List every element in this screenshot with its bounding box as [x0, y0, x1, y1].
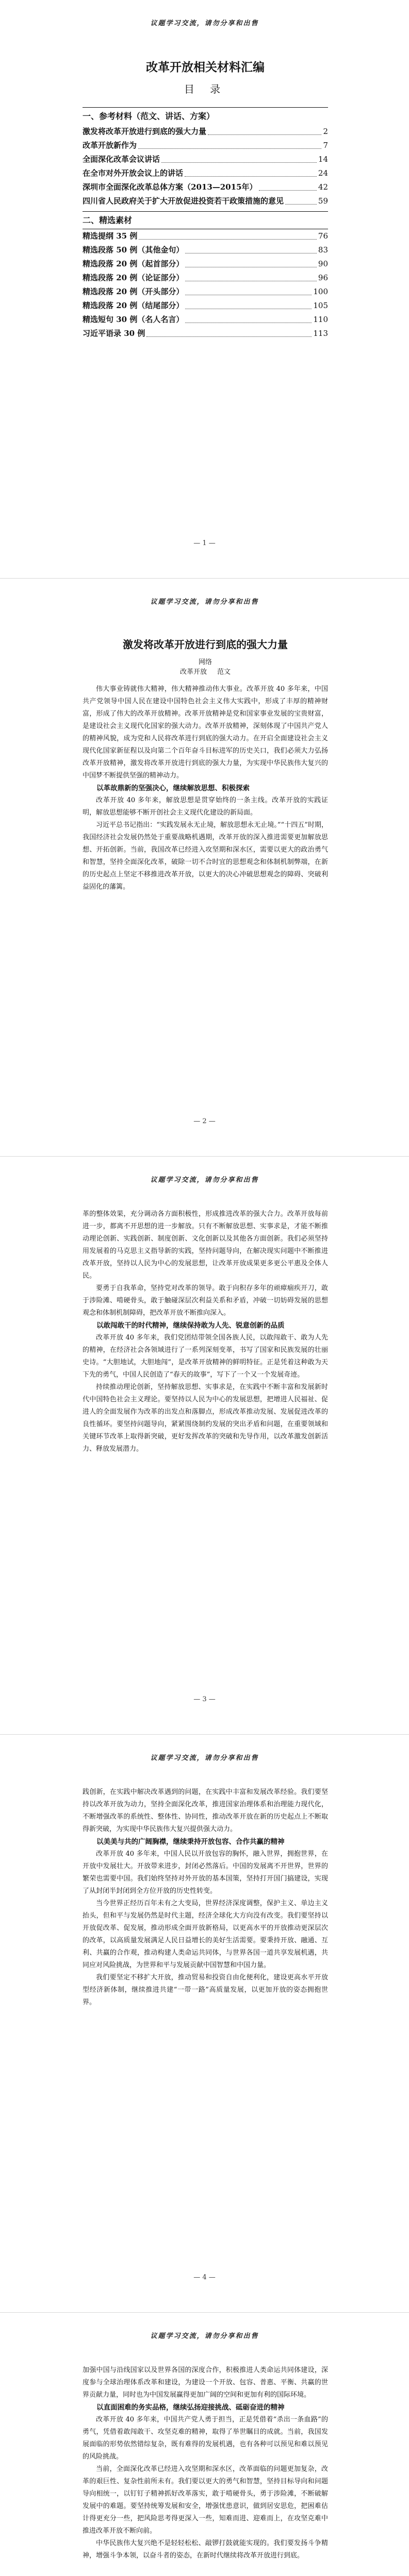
paragraph: 当今世界正经历百年未有之大变局，世界经济深度调整，保护主义、单边主义抬头，但和平与发展仍然是时代主题，经济全球化大方向没有改变。我们要坚持以开放促改革、促发展，推动形成全面开放新格局，以更高水平的开放推动更深层次的改革，以高质量发展满足人民日益增长的美好生活需要。要秉持开放、融通、互利、共赢的合作观，推动构建人类命运共同体，与世界各国一道共享发展机遇，共同应对风险挑战，为世界和平与发展贡献中国智慧和中国力量。	[83, 1900, 328, 1969]
toc-subtitle: 目 录	[184, 83, 227, 95]
toc-entry[interactable]	[83, 313, 328, 327]
toc-entry[interactable]	[83, 194, 328, 208]
toc-entry-label: 精选段落 20 例（结尾部分）	[83, 301, 184, 310]
page-number: — 3 —	[193, 1696, 216, 1703]
section-subheading: 以直面困难的务实品格，继续弘扬迎接挑战、砥砺奋进的精神	[96, 2403, 285, 2412]
toc-entry-label: 激发将改革开放进行到底的强大力量	[83, 127, 207, 136]
toc-entry[interactable]	[83, 299, 328, 313]
toc	[83, 58, 328, 341]
byline-type: 范文	[217, 668, 231, 676]
page-number: — 4 —	[193, 2274, 216, 2281]
section-subheading: 以革故鼎新的坚强决心，继续解放思想、积极探索	[96, 784, 250, 792]
paragraph: 改革开放 40 多年来，解放思想是贯穿始终的一条主线。改革开放的实践证明，解放思想能够不断开创社会主义现代化建设的新局面。	[83, 796, 328, 817]
toc-leader	[161, 162, 317, 163]
running-header: 议题学习交流，请勿分享和出售	[150, 1176, 259, 1184]
paragraph: 改革开放 40 多年来，中国人民以开放包容的胸怀，融入世界，拥抱世界，在开放中发展壮大。开放带来进步，封闭必然落后。中国的发展离不开世界，世界的繁荣也需要中国。我们始终坚持对外开放的基本国策，坚持打开国门搞建设，实现了从封闭半封闭到全方位开放的历史性转变。	[83, 1850, 328, 1895]
toc-entry[interactable]	[83, 243, 328, 257]
paragraph: 中华民族伟大复兴绝不是轻轻松松、敲锣打鼓就能实现的。我们要发扬斗争精神，增强斗争本领，以奋斗者的姿态，在新时代继续将改革开放进行到底。	[83, 2539, 328, 2560]
article-body	[83, 1786, 328, 2009]
toc-entry[interactable]	[83, 166, 328, 180]
paragraph: 加强中国与沿线国家以及世界各国的深度合作，积极推进人类命运共同体建设，深度参与全球治理体系改革和建设，为建设一个开放、包容、普惠、平衡、共赢的世界贡献力量，同时也为中国发展赢得更加广阔的空间和更加有利的国际环境。	[83, 2366, 328, 2399]
toc-entry[interactable]	[83, 152, 328, 166]
toc-entry[interactable]	[83, 285, 328, 299]
byline-category: 改革开放	[179, 668, 207, 676]
page-3	[0, 1156, 409, 1734]
article-body	[83, 2364, 328, 2562]
toc-entry-label: 精选段落 20 例（论证部分）	[83, 273, 184, 282]
article-source: 网络	[198, 658, 212, 666]
toc-entry[interactable]	[83, 180, 328, 194]
toc-leader	[146, 336, 312, 337]
article-title: 激发将改革开放进行到底的强大力量	[123, 638, 288, 651]
running-header: 议题学习交流，请勿分享和出售	[150, 598, 259, 606]
toc-entry-page: 59	[318, 196, 328, 206]
toc-leader	[138, 148, 321, 149]
toc-section-list	[83, 125, 328, 208]
page-5	[0, 2312, 409, 2576]
running-header: 议题学习交流，请勿分享和出售	[150, 20, 259, 27]
toc-entry-label: 改革开放新作为	[83, 141, 137, 150]
toc-entry-label: 四川省人民政府关于扩大开放促进投资若干政策措施的意见	[83, 196, 284, 206]
article-body	[83, 1208, 328, 1455]
toc-entry-page: 76	[318, 231, 328, 241]
toc-section-head: 一、参考材料（范文、讲话、方案）	[83, 111, 215, 121]
toc-section-list	[83, 229, 328, 341]
toc-entry-label: 全面深化改革会议讲话	[83, 155, 160, 164]
running-header: 议题学习交流，请勿分享和出售	[150, 1754, 259, 1762]
toc-entry-page: 113	[313, 329, 328, 338]
toc-entry-label: 精选提纲 35 例	[83, 231, 138, 241]
toc-entry-label: 在全市对外开放会议上的讲话	[83, 168, 184, 178]
page-2	[0, 578, 409, 1156]
toc-entry[interactable]	[83, 139, 328, 152]
toc-title: 改革开放相关材料汇编	[146, 60, 265, 74]
toc-leader	[208, 134, 321, 135]
toc-entry-page: 110	[313, 315, 328, 324]
paragraph: 当前，全面深化改革已经进入攻坚期和深水区，改革面临的问题更加复杂，改革的艰巨性、复杂性前所未有。我们要以更大的勇气和智慧，坚持目标导向和问题导向相统一，以钉钉子精神抓好改革落实，敢于啃硬骨头，勇于涉险滩，不断破解发展中的难题。要坚持统筹发展和安全，增强忧患意识，做到居安思危，把困难估计得更充分一些，把风险思考得更深入一些，知难而进、迎难而上，在攻坚克难中推进改革开放不断向前。	[83, 2465, 328, 2535]
toc-entry[interactable]	[83, 327, 328, 341]
paragraph: 革的整体效果，充分调动各方面积极性，形成推进改革的强大合力。改革开放每前进一步，都离不开思想的进一步解放。只有不断解放思想、实事求是，才能不断推动理论创新、实践创新、制度创新、文化创新以及其他各方面创新。我们必须坚持用发展着的马克思主义指导新的实践，坚持问题导向，在解决现实问题中不断推进改革开放，坚持以人民为中心的发展思想，让改革开放成果更多更公平惠及全体人民。	[83, 1210, 328, 1280]
toc-entry-label: 精选段落 20 例（开头部分）	[83, 287, 184, 296]
paragraph: 要勇于自我革命，坚持党对改革的领导。敢于向积存多年的顽瘴痼疾开刀，敢于涉险滩、啃硬骨头，敢于触碰深层次利益关系和矛盾，冲破一切妨碍发展的思想观念和体制机制障碍，把改革开放不断推向深入。	[83, 1284, 328, 1317]
article-byline	[83, 666, 328, 676]
page-number: — 2 —	[193, 1117, 216, 1125]
paragraph: 伟大事业铸就伟大精神，伟大精神推动伟大事业。改革开放 40 多年来，中国共产党领导中国人民在建设中国特色社会主义伟大实践中，形成了丰厚的精神财富，形成了伟大的改革开放精神。改革开放精神是党和国家事业发展的宝贵财富，是建设社会主义现代化国家的强大动力。改革开放精神，深刻体现了中国共产党人的精神风貌，成为党和人民将改革进行到底的强大动力。在开启全面建设社会主义现代化国家新征程以及向第二个百年奋斗目标进军的历史关口，我们必须大力弘扬改革开放精神，激发将改革开放进行到底的强大力量，为实现中华民族伟大复兴的中国梦不断提供坚强的精神动力。	[83, 685, 328, 779]
paragraph: 持续推动理论创新，坚持解放思想、实事求是，在实践中不断丰富和发展新时代中国特色社会主义理论。要坚持以人民为中心的发展思想，把增进人民福祉、促进人的全面发展作为改革的出发点和落脚点，形成改革推动发展、发展促进改革的良性循环。要坚持问题导向，紧紧围绕制约发展的突出矛盾和问题，在重要领域和关键环节改革上取得新突破，更好发挥改革的突破和先导作用，以改革激发创新活力、释放发展潜力。	[83, 1383, 328, 1453]
toc-entry-label: 深圳市全面深化改革总体方案（2013—2015年）	[83, 182, 257, 192]
toc-leader	[285, 204, 317, 205]
toc-entry[interactable]	[83, 125, 328, 139]
paragraph: 改革开放 40 多年来，我们党团结带领全国各族人民，以敢闯敢干、敢为人先的精神，在经济社会各领域进行了一系列深刻变革，书写了国家和民族发展的壮丽史诗。“大胆地试，大胆地闯”，是改革开放精神的鲜明特征。正是凭着这种敢为天下先的勇气，中国人民创造了“春天的故事”，写下了一个又一个发展奇迹。	[83, 1334, 328, 1379]
paragraph: 我们要坚定不移扩大开放，推动贸易和投资自由化便利化，建设更高水平开放型经济新体制，继续推进共建“一带一路”高质量发展，以更加开放的姿态拥抱世界。	[83, 1974, 328, 2006]
section-subheading: 以敢闯敢干的时代精神，继续保持敢为人先、锐意创新的品质	[96, 1321, 285, 1330]
section-subheading: 以美美与共的广阔胸襟，继续秉持开放包容、合作共赢的精神	[96, 1838, 285, 1846]
page-1	[0, 0, 409, 578]
toc-leader	[139, 239, 317, 240]
running-header: 议题学习交流，请勿分享和出售	[150, 2332, 259, 2340]
toc-entry-label: 精选段落 50 例（其他金句）	[83, 245, 184, 255]
toc-entry-page: 2	[323, 127, 328, 136]
page-4	[0, 1734, 409, 2312]
toc-section-head: 二、精选素材	[83, 215, 133, 225]
toc-entry-page: 24	[318, 168, 328, 178]
toc-entry-page: 100	[313, 287, 328, 296]
toc-entry-page: 90	[318, 259, 328, 268]
toc-entry[interactable]	[83, 257, 328, 271]
toc-entry[interactable]	[83, 271, 328, 285]
toc-entry-page: 96	[318, 273, 328, 282]
article-body	[83, 636, 328, 893]
toc-entry-page: 42	[318, 182, 328, 192]
toc-entry-page: 83	[318, 245, 328, 255]
toc-entry-page: 105	[313, 301, 328, 310]
toc-entry-page: 7	[323, 141, 328, 150]
paragraph: 改革开放 40 多年来，中国共产党人勇于担当，正是凭借着“杀出一条血路”的勇气，凭借着敢闯敢干、攻坚克难的精神，取得了举世瞩目的成就。当前，我国发展面临的形势依然错综复杂，既有难得的发展机遇，也有各种可以预见和难以预见的风险挑战。	[83, 2416, 328, 2461]
toc-entry-label: 精选短句 30 例（名人名言）	[83, 315, 184, 324]
toc-leader	[185, 176, 317, 177]
toc-entry[interactable]	[83, 229, 328, 243]
toc-leader	[259, 190, 317, 191]
paragraph: 习近平总书记指出：“实践发展永无止境，解放思想永无止境。”“十四五”时期，我国经济社会发展仍然处于重要战略机遇期，改革开放的深入推进需要更加解放思想、开拓创新。当前，我国改革已经进入攻坚期和深水区，需要以更大的政治勇气和智慧，坚持全面深化改革，破除一切不合时宜的思想观念和体制机制弊端，在新的历史起点上坚定不移推进改革开放，以更大的决心冲破思想观念的障碍、突破利益固化的藩篱。	[83, 821, 328, 891]
toc-entry-label: 精选段落 20 例（起首部分）	[83, 259, 184, 268]
toc-entry-page: 14	[318, 155, 328, 164]
toc-entry-label: 习近平语录 30 例	[83, 329, 145, 338]
paragraph: 践创新，在实践中解决改革遇到的问题，在实践中丰富和发展改革经验。我们要坚持以改革开放为动力，坚持全面深化改革，推进国家治理体系和治理能力现代化，不断增强改革的系统性、整体性、协同性，推动改革开放在新的历史起点上不断取得新突破，为实现中华民族伟大复兴提供强大动力。	[83, 1788, 328, 1833]
page-number: — 1 —	[193, 539, 216, 547]
